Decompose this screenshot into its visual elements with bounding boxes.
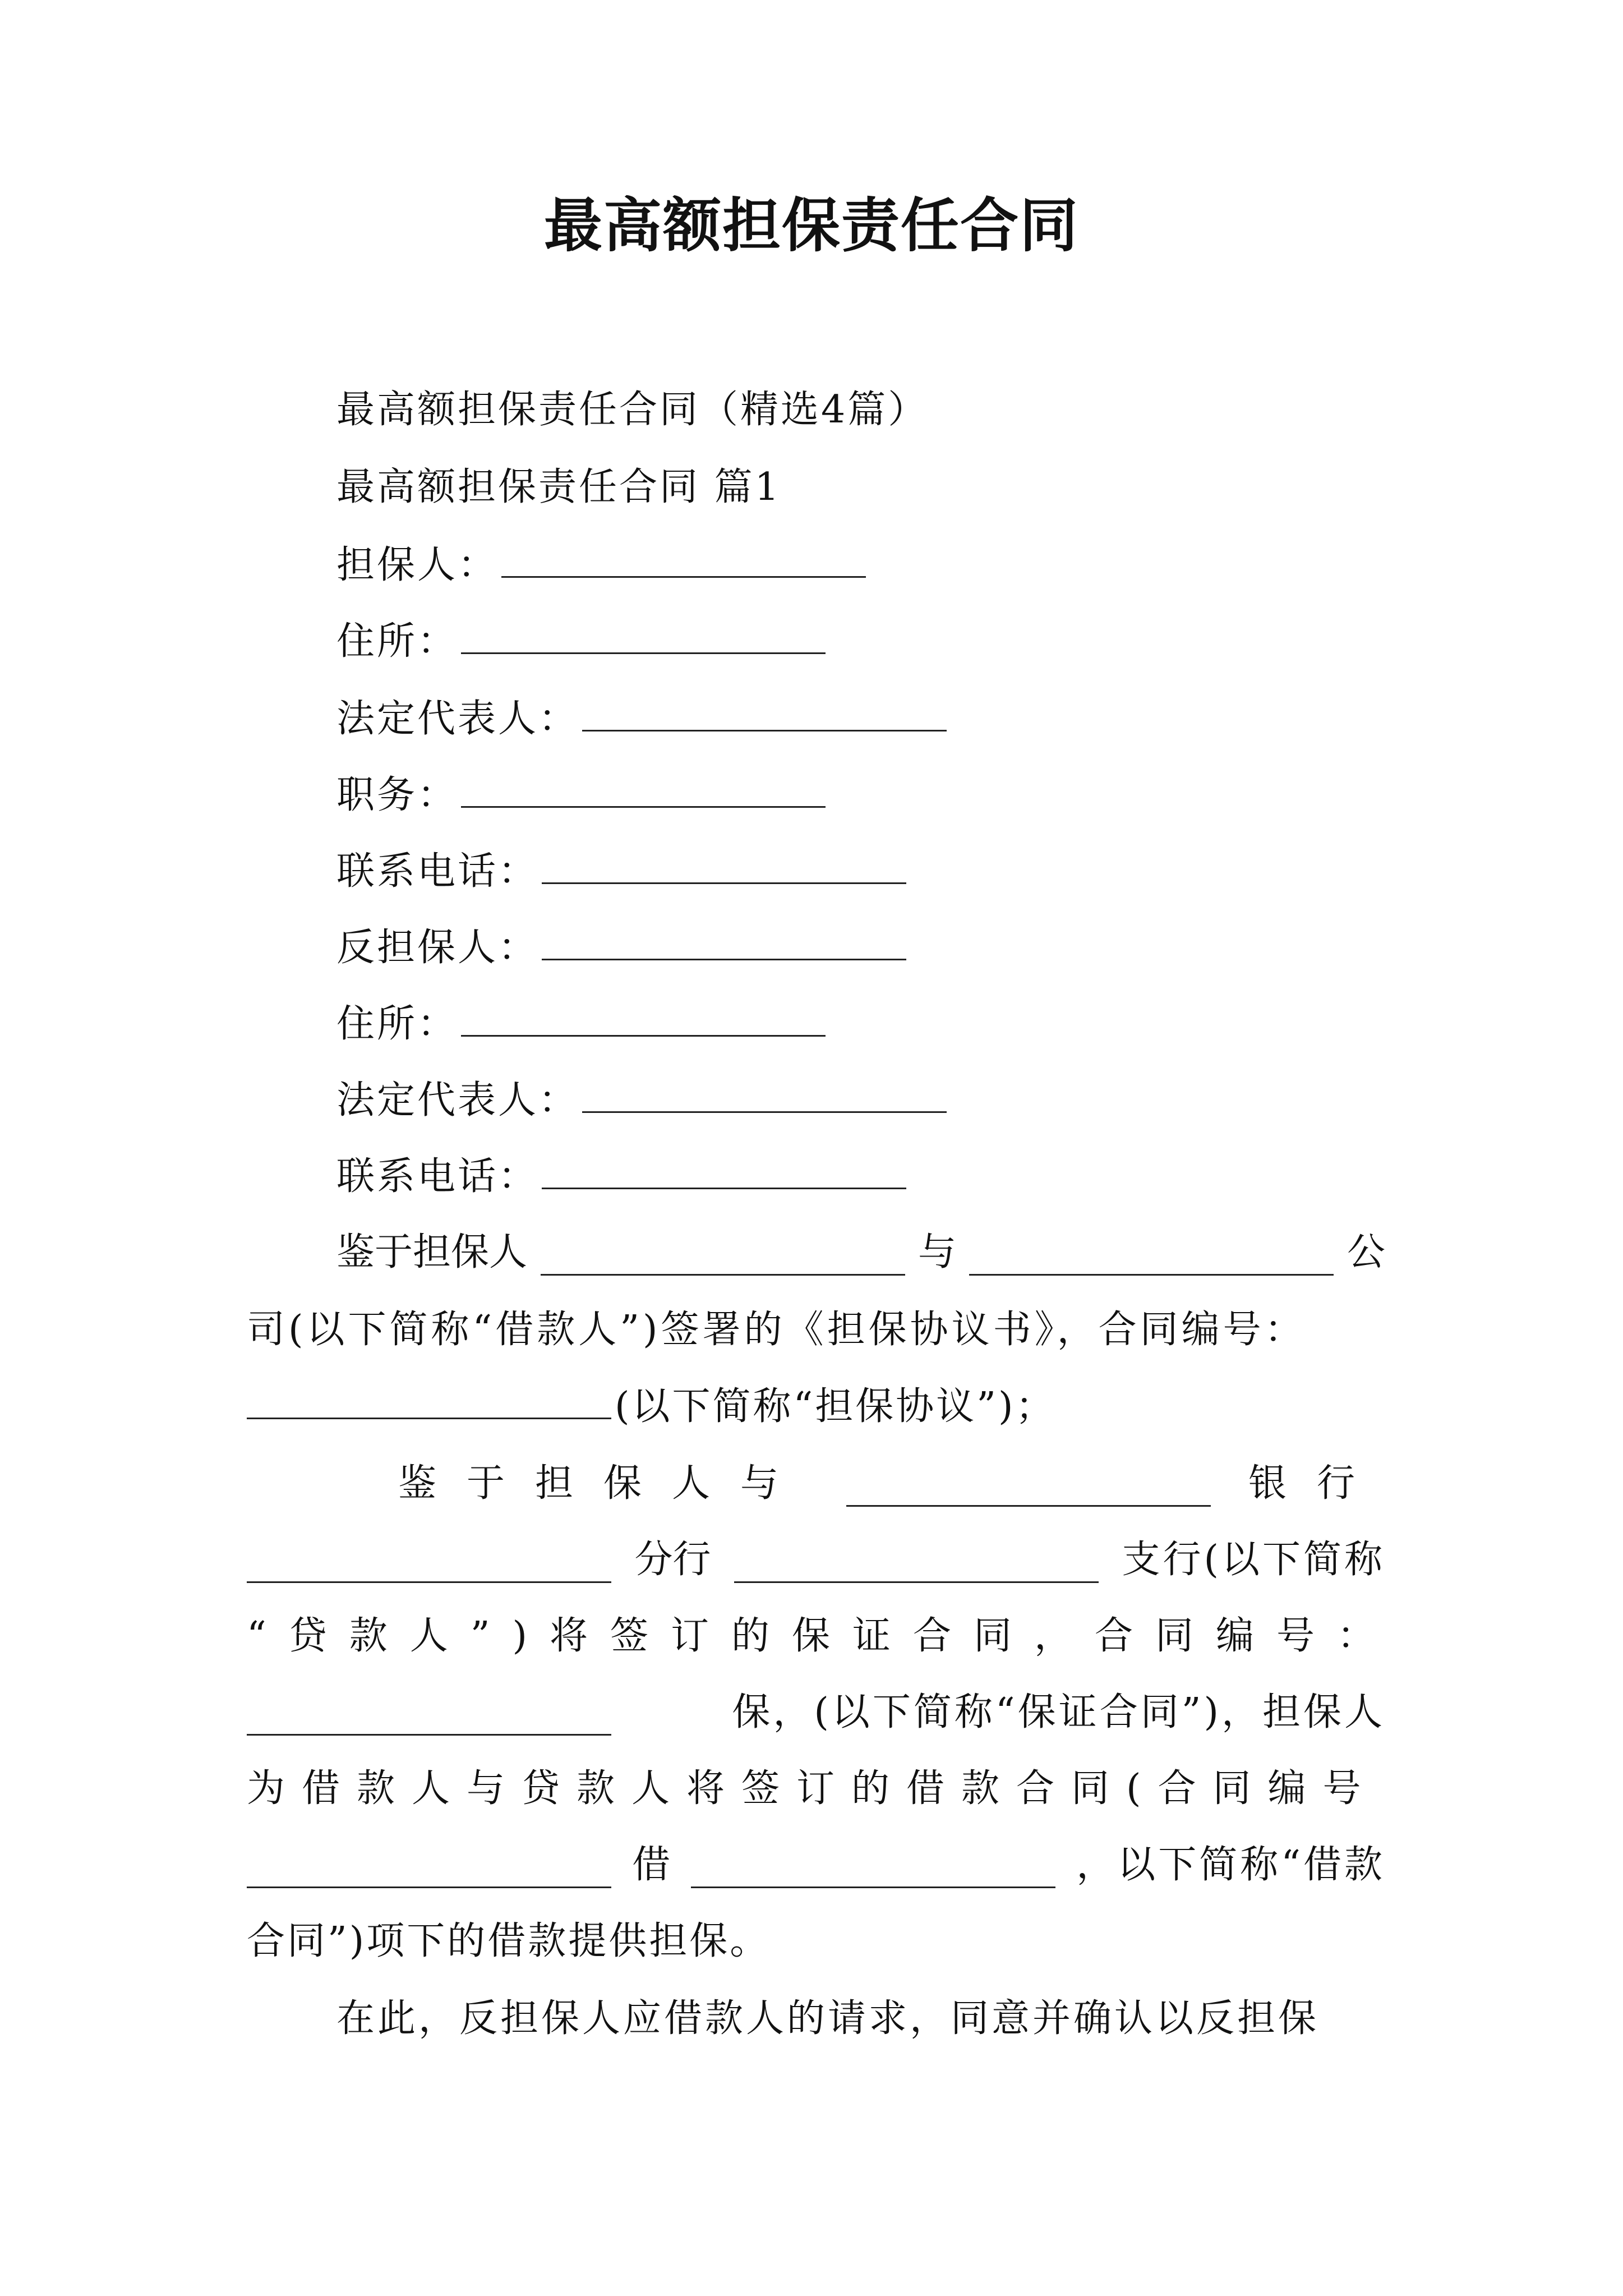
field-legal-rep-2 [336, 1077, 950, 1124]
field-label: 反担保人： [336, 926, 539, 970]
field-phone [336, 848, 910, 895]
section-heading: 最高额担保责任合同 篇1 [336, 465, 781, 509]
field-counter-guarantor [336, 924, 910, 971]
fill-blank [461, 1001, 826, 1037]
subtitle: 最高额担保责任合同（精选4篇） [336, 388, 929, 432]
para1-line2: 司(以下简称“借款人”)签署的《担保协议书》，合同编号： [247, 1308, 1306, 1352]
field-label: 住所： [336, 1002, 458, 1047]
para1-line3: (以下简称“担保协议”)； [247, 1383, 1056, 1430]
fill-blank [247, 1547, 611, 1582]
fill-blank [461, 618, 826, 654]
para2-line7: 合同”)项下的借款提供担保。 [247, 1919, 771, 1963]
field-address-2 [336, 1001, 829, 1047]
fill-blank [542, 848, 906, 884]
para2-line3: “贷款人”)将签订的保证合同，合同编号： [247, 1614, 1398, 1658]
field-label: 联系电话： [336, 849, 539, 894]
para2-line6: 借 ，以下简称“借款 [247, 1842, 1385, 1888]
field-address [336, 618, 829, 665]
fill-blank [247, 1383, 611, 1419]
fill-blank [247, 1699, 611, 1735]
fill-blank [461, 772, 826, 808]
fill-blank [734, 1547, 1099, 1582]
field-label: 住所： [336, 619, 458, 664]
para1-line1: 鉴于担保人 与 公 [336, 1230, 1385, 1274]
fill-blank [541, 1239, 905, 1275]
fill-blank [846, 1470, 1211, 1506]
fill-blank [542, 1153, 906, 1189]
fill-blank [582, 1077, 947, 1113]
field-label: 法定代表人： [336, 1078, 579, 1123]
fill-blank [501, 542, 866, 578]
fill-blank [691, 1852, 1055, 1888]
field-label: 法定代表人： [336, 697, 579, 742]
field-label: 职务： [336, 773, 458, 818]
field-position [336, 772, 829, 818]
field-guarantor [336, 542, 869, 588]
field-label: 联系电话： [336, 1154, 539, 1199]
field-legal-rep [336, 696, 950, 742]
fill-blank [247, 1852, 611, 1888]
para3-line1: 在此，反担保人应借款人的请求，同意并确认以反担保 [336, 1996, 1320, 2041]
para2-line4: 保，(以下简称“保证合同”)，担保人 [247, 1690, 1385, 1736]
fill-blank [582, 696, 947, 731]
fill-blank [542, 924, 906, 960]
field-phone-2 [336, 1153, 910, 1200]
field-label: 担保人： [336, 543, 499, 588]
para2-line1: 鉴于担保人与 银行 [398, 1461, 1385, 1506]
document-title: 最高额担保责任合同 [543, 191, 1079, 260]
fill-blank [969, 1239, 1334, 1275]
para2-line2: 分行 支行(以下简称 [247, 1537, 1385, 1583]
para2-line5: 为借款人与贷款人将签订的借款合同(合同编号 [247, 1766, 1378, 1811]
